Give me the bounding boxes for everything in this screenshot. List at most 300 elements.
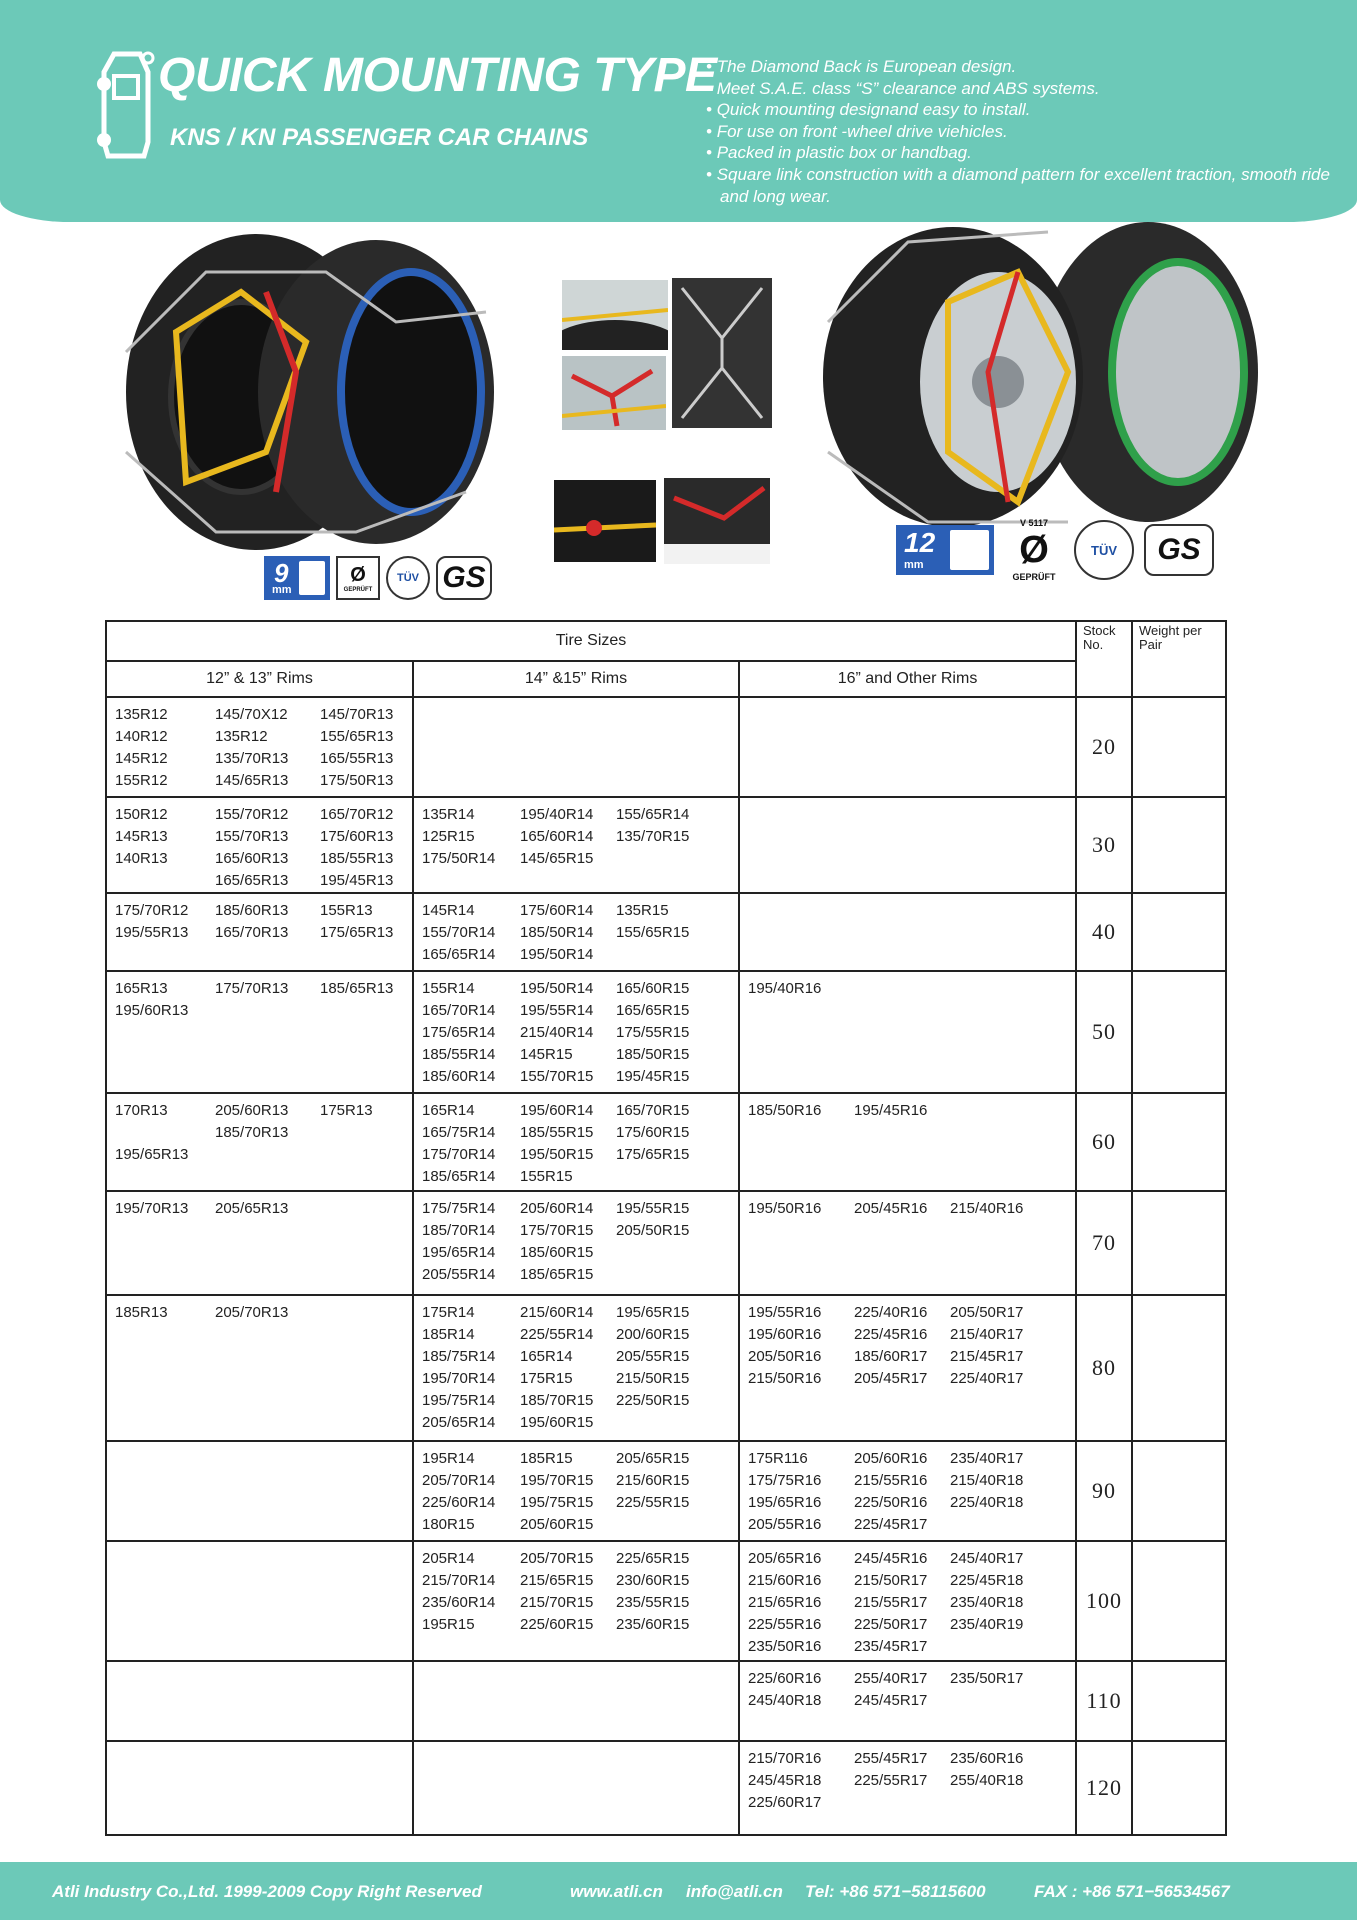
tire-size: 145/70X12	[215, 706, 288, 723]
tire-size: 195/50R14	[520, 980, 594, 997]
stock-number: 30	[1076, 797, 1132, 893]
tire-size-cell-r16	[739, 971, 1076, 1093]
inspection-badge	[336, 556, 380, 600]
tire-size: 225/40R17	[950, 1370, 1024, 1387]
tire-size	[950, 1636, 1050, 1658]
tire-size: 185/70R13	[215, 1124, 289, 1141]
tire-size	[215, 1144, 320, 1166]
tire-size: 225/55R17	[854, 1772, 928, 1789]
tire-size: 175/50R13	[320, 772, 394, 789]
tire-size-cell-r12-13	[106, 1541, 413, 1661]
table-row	[106, 893, 1226, 971]
tire-size-cell-r12-13	[106, 1741, 413, 1835]
tire-size	[616, 1264, 716, 1286]
page-title: QUICK MOUNTING TYPE	[158, 49, 717, 102]
tire-size: 185/70R15	[520, 1392, 594, 1409]
feature-item: • Square link construction with a diamond pattern for excellent traction, smooth ride and long wear.	[706, 164, 1346, 207]
tire-size: 195/65R15	[616, 1304, 690, 1321]
tire-size: 195/50R16	[748, 1200, 822, 1217]
tire-size	[616, 1166, 716, 1188]
tire-size: 175/65R15	[616, 1146, 690, 1163]
tire-size: 170R13	[115, 1102, 168, 1119]
rims-14-15-header: 14” &15” Rims	[413, 661, 739, 697]
tire-size: 205/65R13	[215, 1200, 289, 1217]
tire-size: 225/45R17	[854, 1516, 928, 1533]
tire-size: 195/60R13	[115, 1002, 189, 1019]
tire-size: 165/55R13	[320, 750, 394, 767]
weight-cell	[1132, 1191, 1226, 1295]
tire-size: 175/65R13	[320, 924, 394, 941]
tuv-label: TÜV	[1091, 542, 1117, 558]
tire-chain-photo-right	[808, 222, 1260, 532]
tire-size: 185/60R17	[854, 1348, 928, 1365]
tire-size: 165/65R14	[422, 946, 496, 963]
tire-size: 165/75R14	[422, 1124, 496, 1141]
tire-size: 195/70R14	[422, 1370, 496, 1387]
tire-size: 175/75R16	[748, 1472, 822, 1489]
tire-size: 235/50R16	[748, 1638, 822, 1655]
tire-size: 225/60R17	[748, 1794, 822, 1811]
tire-size: 175/65R14	[422, 1024, 496, 1041]
tire-size: 235/55R15	[616, 1594, 690, 1611]
tire-size: 155/65R14	[616, 806, 690, 823]
tire-size: 205/45R16	[854, 1200, 928, 1217]
tire-size: 225/50R15	[616, 1392, 690, 1409]
weight-cell	[1132, 1741, 1226, 1835]
tire-size-cell-r16	[739, 1191, 1076, 1295]
tire-size: 215/50R15	[616, 1370, 690, 1387]
tire-size: 225/60R14	[422, 1494, 496, 1511]
table-row	[106, 797, 1226, 893]
tire-size: 195/55R14	[520, 1002, 594, 1019]
tire-size: 205/55R16	[748, 1516, 822, 1533]
tire-size: 175R13	[320, 1102, 373, 1119]
tire-size: 195/65R14	[422, 1244, 496, 1261]
tire-size: 215/55R16	[854, 1472, 928, 1489]
tire-size: 165/60R13	[215, 850, 289, 867]
tire-size: 205R14	[422, 1550, 475, 1567]
tire-size: 195/75R15	[520, 1494, 594, 1511]
chain-size-number: 12	[904, 527, 936, 558]
tire-size: 255/45R17	[854, 1750, 928, 1767]
stock-number: 90	[1076, 1441, 1132, 1541]
tire-size: 225/55R16	[748, 1616, 822, 1633]
tire-size: 165/70R15	[616, 1102, 690, 1119]
tire-size: 165/65R13	[215, 872, 289, 889]
tire-size: 215/65R16	[748, 1594, 822, 1611]
tire-size-cell-r14-15	[413, 971, 739, 1093]
tire-size: 195R15	[422, 1616, 475, 1633]
inspection-check-icon: Ø	[1019, 529, 1049, 571]
tire-size: 225/40R16	[854, 1304, 928, 1321]
tire-size: 185/55R13	[320, 850, 394, 867]
tire-size: 215/65R15	[520, 1572, 594, 1589]
tire-size-cell-r16	[739, 1093, 1076, 1191]
tire-size: 185/65R15	[520, 1266, 594, 1283]
tire-size: 245/45R17	[854, 1692, 928, 1709]
chain-size-unit: mm	[904, 559, 924, 571]
weight-cell	[1132, 697, 1226, 797]
tire-size: 165/65R15	[616, 1002, 690, 1019]
detail-photo-3	[562, 356, 666, 430]
tire-size: 195/55R15	[616, 1200, 690, 1217]
tire-size: 155R13	[320, 902, 373, 919]
tire-size: 155R15	[520, 1168, 573, 1185]
weight-cell	[1132, 1295, 1226, 1441]
tire-chain-photo-left	[66, 232, 526, 552]
tire-size: 215/40R18	[950, 1472, 1024, 1489]
tire-size: 145R13	[115, 828, 168, 845]
tire-size-cell-r12-13	[106, 1661, 413, 1741]
tire-size: 195/40R14	[520, 806, 594, 823]
tuv-label: TÜV	[397, 572, 419, 584]
tire-size: 195/45R16	[854, 1102, 928, 1119]
tire-size	[616, 1514, 716, 1536]
detail-photo-1	[562, 280, 668, 350]
tire-size: 185/60R15	[520, 1244, 594, 1261]
tire-size: 205/70R14	[422, 1472, 496, 1489]
weight-cell	[1132, 1541, 1226, 1661]
tire-size: 135/70R15	[616, 828, 690, 845]
tire-size	[854, 1792, 950, 1814]
table-body	[106, 697, 1226, 1835]
tire-size: 205/45R17	[854, 1370, 928, 1387]
tire-size: 185/60R14	[422, 1068, 496, 1085]
tire-size-cell-r12-13	[106, 697, 413, 797]
tire-size-cell-r12-13	[106, 1191, 413, 1295]
footer-copyright: Atli Industry Co.,Ltd. 1999-2009 Copy Right Reserved	[52, 1882, 482, 1901]
chain-link-icon	[299, 561, 325, 595]
tire-size: 195/70R13	[115, 1200, 189, 1217]
tire-size: 140R12	[115, 728, 168, 745]
tire-size	[616, 944, 716, 966]
tire-size: 185/65R14	[422, 1168, 496, 1185]
stock-number: 60	[1076, 1093, 1132, 1191]
tire-size-table	[105, 620, 1227, 1836]
tire-size: 135/70R13	[215, 750, 289, 767]
tire-size: 175/50R14	[422, 850, 496, 867]
tire-size: 195/75R14	[422, 1392, 496, 1409]
tire-size-cell-r14-15	[413, 893, 739, 971]
tire-size: 205/65R16	[748, 1550, 822, 1567]
tire-size: 205/60R15	[520, 1516, 594, 1533]
footer-email[interactable]: info@atli.cn	[686, 1882, 783, 1901]
tire-size: 140R13	[115, 850, 168, 867]
tire-size: 195/45R15	[616, 1068, 690, 1085]
table-row	[106, 971, 1226, 1093]
tire-sizes-header: Tire Sizes	[106, 621, 1076, 661]
tire-size: 195/40R16	[748, 980, 822, 997]
tire-size: 145R15	[520, 1046, 573, 1063]
tire-size: 165/70R12	[320, 806, 394, 823]
tire-size: 200/60R15	[616, 1326, 690, 1343]
tire-size: 205/60R13	[215, 1102, 289, 1119]
tire-size: 225/60R16	[748, 1670, 822, 1687]
tire-size: 205/70R15	[520, 1550, 594, 1567]
tire-size: 145R12	[115, 750, 168, 767]
tire-size-cell-r12-13	[106, 797, 413, 893]
tire-size-cell-r16	[739, 1661, 1076, 1741]
tire-size-cell-r14-15	[413, 697, 739, 797]
tire-size-cell-r14-15	[413, 1741, 739, 1835]
detail-photo-2	[672, 278, 772, 428]
tire-size: 195/55R13	[115, 924, 189, 941]
tire-size: 185/65R13	[320, 980, 394, 997]
chain-size-badge	[896, 525, 994, 575]
weight-header: Weight per Pair	[1132, 621, 1226, 697]
table-row	[106, 697, 1226, 797]
tire-size: 255/40R18	[950, 1772, 1024, 1789]
tire-size: 155R14	[422, 980, 475, 997]
tire-size: 255/40R17	[854, 1670, 928, 1687]
tire-size: 175/60R13	[320, 828, 394, 845]
stock-number: 70	[1076, 1191, 1132, 1295]
tire-size: 205/65R15	[616, 1450, 690, 1467]
stock-number: 50	[1076, 971, 1132, 1093]
tire-size: 195/60R16	[748, 1326, 822, 1343]
tire-size-cell-r12-13	[106, 1093, 413, 1191]
feature-list	[706, 56, 1346, 207]
tire-size: 225/45R16	[854, 1326, 928, 1343]
tire-size: 245/45R16	[854, 1550, 928, 1567]
tire-size-cell-r14-15	[413, 1295, 739, 1441]
tire-size: 205/50R17	[950, 1304, 1024, 1321]
tire-size-cell-r14-15	[413, 1441, 739, 1541]
tire-size: 225/50R16	[854, 1494, 928, 1511]
tire-size: 205/50R16	[748, 1348, 822, 1365]
tire-size	[115, 1122, 215, 1144]
tire-size: 205/50R15	[616, 1222, 690, 1239]
tire-size: 135R15	[616, 902, 669, 919]
table-row	[106, 1441, 1226, 1541]
tire-size-cell-r14-15	[413, 1661, 739, 1741]
tire-size: 175/70R12	[115, 902, 189, 919]
tire-size: 235/45R17	[854, 1638, 928, 1655]
footer-website[interactable]: www.atli.cn	[570, 1882, 663, 1901]
tire-size: 165R13	[115, 980, 168, 997]
tire-size: 235/50R17	[950, 1670, 1024, 1687]
tire-size: 215/60R16	[748, 1572, 822, 1589]
tire-size: 155/70R14	[422, 924, 496, 941]
stock-no-header: Stock No.	[1076, 621, 1132, 697]
rims-12-13-header: 12” & 13” Rims	[106, 661, 413, 697]
tire-size: 125R15	[422, 828, 475, 845]
tire-size: 205/60R14	[520, 1200, 594, 1217]
tire-size: 225/55R15	[616, 1494, 690, 1511]
stock-number: 80	[1076, 1295, 1132, 1441]
tire-size: 235/60R14	[422, 1594, 496, 1611]
tuv-badge	[1074, 520, 1134, 580]
table-row	[106, 1191, 1226, 1295]
tire-size: 185R15	[520, 1450, 573, 1467]
tire-size-cell-r16	[739, 1741, 1076, 1835]
tire-size: 175/60R14	[520, 902, 594, 919]
inspection-label: GEPRÜFT	[343, 586, 373, 593]
table-row	[106, 1741, 1226, 1835]
tire-size: 145/70R13	[320, 706, 394, 723]
gs-badge	[436, 556, 492, 600]
tire-size: 215/45R17	[950, 1348, 1024, 1365]
tire-size: 235/60R15	[616, 1616, 690, 1633]
tire-size: 235/60R16	[950, 1750, 1024, 1767]
gs-label: GS	[442, 561, 486, 594]
tire-size: 155/65R13	[320, 728, 394, 745]
tire-size-cell-r14-15	[413, 1541, 739, 1661]
tire-size: 175/70R14	[422, 1146, 496, 1163]
tire-size: 235/40R18	[950, 1594, 1024, 1611]
stock-number: 20	[1076, 697, 1132, 797]
tire-size: 215/50R17	[854, 1572, 928, 1589]
tire-size: 205/55R14	[422, 1266, 496, 1283]
detail-photo-5	[664, 478, 770, 564]
tire-size: 215/70R15	[520, 1594, 594, 1611]
tire-size-cell-r16	[739, 697, 1076, 797]
tire-size: 195/45R13	[320, 872, 394, 889]
tire-size: 215/60R15	[616, 1472, 690, 1489]
tire-size: 165/70R14	[422, 1002, 496, 1019]
tire-size: 145R14	[422, 902, 475, 919]
rims-16-other-header: 16” and Other Rims	[739, 661, 1076, 697]
tire-size-cell-r12-13	[106, 1441, 413, 1541]
stock-number: 100	[1076, 1541, 1132, 1661]
tire-size: 155R12	[115, 772, 168, 789]
tire-size	[115, 870, 215, 892]
tire-size: 175/75R14	[422, 1200, 496, 1217]
tire-size: 135R12	[215, 728, 268, 745]
table-row	[106, 1093, 1226, 1191]
tire-size: 225/40R18	[950, 1494, 1024, 1511]
tire-size: 235/40R17	[950, 1450, 1024, 1467]
tire-size: 175/60R15	[616, 1124, 690, 1141]
table-row	[106, 1541, 1226, 1661]
tire-size: 185/55R14	[422, 1046, 496, 1063]
weight-cell	[1132, 1441, 1226, 1541]
weight-cell	[1132, 797, 1226, 893]
tire-size-cell-r12-13	[106, 1295, 413, 1441]
weight-cell	[1132, 971, 1226, 1093]
inspection-label: GEPRÜFT	[1012, 572, 1056, 582]
inspection-check-icon: Ø	[350, 563, 366, 586]
tire-size	[950, 1690, 1050, 1712]
tire-size: 165/60R15	[616, 980, 690, 997]
feature-item: • Meet S.A.E. class “S” clearance and ABS systems.	[706, 78, 1346, 100]
tire-size: 165/60R14	[520, 828, 594, 845]
tire-size: 195/65R16	[748, 1494, 822, 1511]
tire-size: 215/40R16	[950, 1200, 1024, 1217]
table-row	[106, 1661, 1226, 1741]
tire-size: 185/70R14	[422, 1222, 496, 1239]
weight-cell	[1132, 1093, 1226, 1191]
detail-photo-4	[554, 480, 656, 562]
stock-number: 110	[1076, 1661, 1132, 1741]
tire-size: 145/65R15	[520, 850, 594, 867]
tire-size: 225/65R15	[616, 1550, 690, 1567]
chain-size-badge	[264, 556, 330, 600]
stock-number: 40	[1076, 893, 1132, 971]
tire-size: 185/50R15	[616, 1046, 690, 1063]
tire-size: 175/55R15	[616, 1024, 690, 1041]
tire-size: 155/70R12	[215, 806, 289, 823]
tire-size: 215/70R16	[748, 1750, 822, 1767]
weight-cell	[1132, 1661, 1226, 1741]
tire-size: 175R15	[520, 1370, 573, 1387]
tire-size: 180R15	[422, 1516, 475, 1533]
tire-size: 195/60R14	[520, 1102, 594, 1119]
tire-size: 185/55R15	[520, 1124, 594, 1141]
tire-size: 175/70R13	[215, 980, 289, 997]
tire-size: 215/70R14	[422, 1572, 496, 1589]
tire-size-cell-r14-15	[413, 1191, 739, 1295]
tire-size-cell-r16	[739, 797, 1076, 893]
tire-size	[616, 1412, 716, 1434]
tire-size: 135R12	[115, 706, 168, 723]
tire-size: 205/65R14	[422, 1414, 496, 1431]
tire-size: 225/60R15	[520, 1616, 594, 1633]
tuv-badge	[386, 556, 430, 600]
tire-size: 225/45R18	[950, 1572, 1024, 1589]
tire-size: 195/50R14	[520, 946, 594, 963]
car-icon	[96, 48, 156, 166]
tire-size: 195/65R13	[115, 1146, 189, 1163]
footer-tel: Tel: +86 571−58115600	[805, 1882, 986, 1901]
tire-size: 185/50R14	[520, 924, 594, 941]
tire-size: 215/40R17	[950, 1326, 1024, 1343]
tire-size: 195/50R15	[520, 1146, 594, 1163]
tire-size: 225/55R14	[520, 1326, 594, 1343]
tire-size: 175R116	[748, 1450, 808, 1467]
tire-size: 235/40R19	[950, 1616, 1024, 1633]
feature-item: • For use on front -wheel drive viehicles.	[706, 121, 1346, 143]
tire-size: 145/65R13	[215, 772, 289, 789]
tire-size: 195/55R16	[748, 1304, 822, 1321]
stock-number: 120	[1076, 1741, 1132, 1835]
tire-size: 165/70R13	[215, 924, 289, 941]
tire-size: 155/70R15	[520, 1068, 594, 1085]
inspection-code: V 5117	[1019, 518, 1049, 528]
tire-size: 195R14	[422, 1450, 475, 1467]
tire-size: 195/70R15	[520, 1472, 594, 1489]
chain-size-number: 9	[274, 558, 289, 588]
tire-size: 175R14	[422, 1304, 475, 1321]
header-banner	[0, 0, 1357, 222]
feature-item: • Packed in plastic box or handbag.	[706, 142, 1346, 164]
table-row	[106, 1295, 1226, 1441]
page-subtitle: KNS / KN PASSENGER CAR CHAINS	[170, 124, 589, 151]
tire-size: 135R14	[422, 806, 475, 823]
tire-size: 245/40R18	[748, 1692, 822, 1709]
gs-badge	[1144, 524, 1214, 576]
tire-size: 245/45R18	[748, 1772, 822, 1789]
tire-size: 225/50R17	[854, 1616, 928, 1633]
tire-size: 215/60R14	[520, 1304, 594, 1321]
tire-size-cell-r12-13	[106, 893, 413, 971]
tire-size: 155/70R13	[215, 828, 289, 845]
gs-label: GS	[1157, 533, 1201, 566]
tire-size: 215/40R14	[520, 1024, 594, 1041]
certification-badges-left	[264, 556, 492, 600]
tire-size-table-wrap	[105, 620, 1225, 1836]
tire-size: 165R14	[422, 1102, 475, 1119]
tire-size: 150R12	[115, 806, 168, 823]
tire-size: 175/70R15	[520, 1222, 594, 1239]
tire-size: 185R14	[422, 1326, 475, 1343]
footer-bar	[0, 1862, 1357, 1920]
weight-cell	[1132, 893, 1226, 971]
tire-size-cell-r16	[739, 1441, 1076, 1541]
feature-item: • Quick mounting designand easy to install.	[706, 99, 1346, 121]
tire-size: 185/50R16	[748, 1102, 822, 1119]
tire-size: 185R13	[115, 1304, 168, 1321]
